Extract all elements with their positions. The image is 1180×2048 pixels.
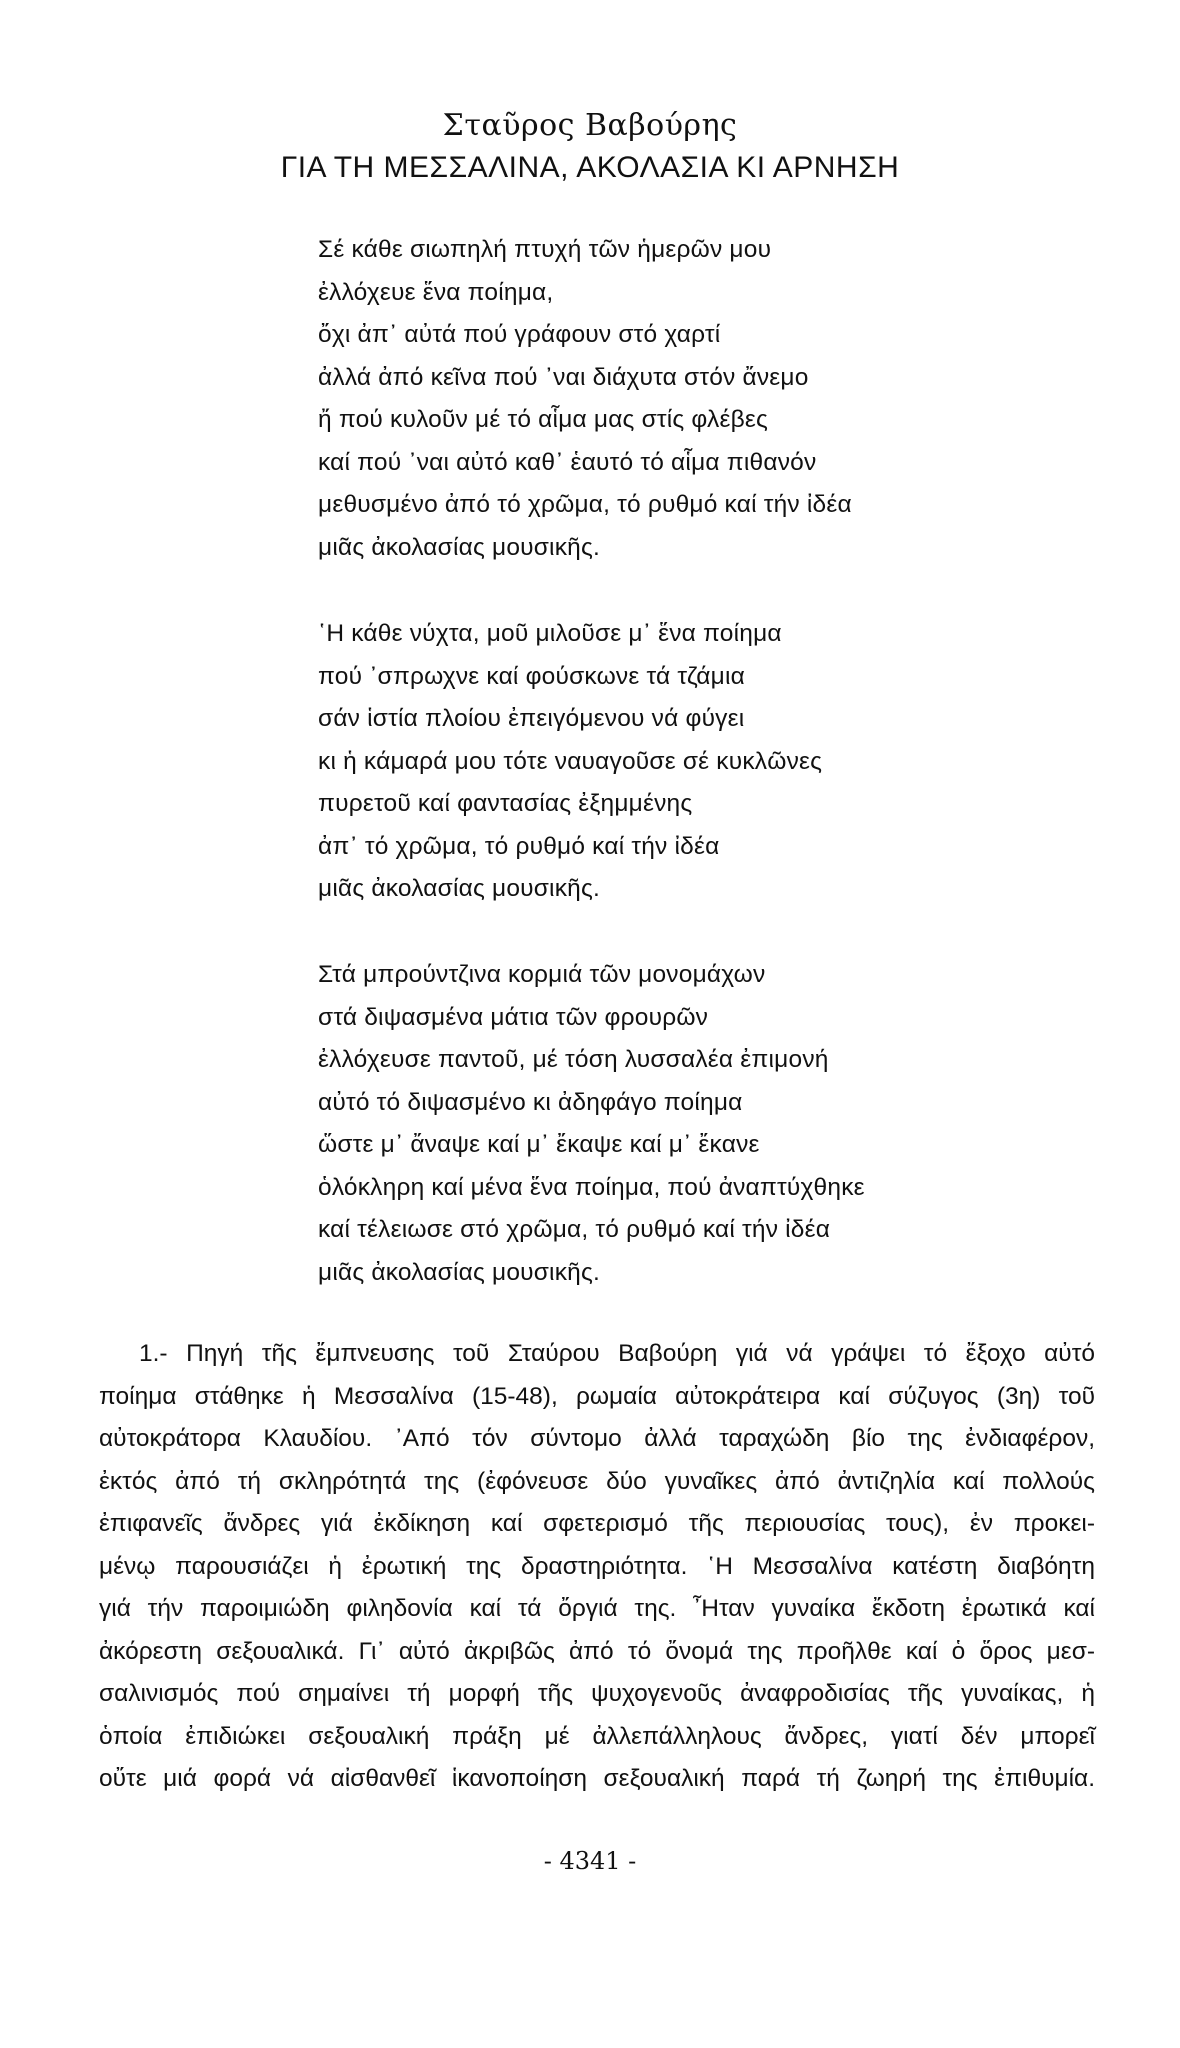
footnote-line: ἐπιφανεῖς ἄνδρες γιά ἐκδίκηση καί σφετερισμό τῆς περιουσίας τους), ἐν προκει- (99, 1510, 1095, 1537)
footnote-line: ποίημα στάθηκε ἡ Μεσσαλίνα (15-48), ρωμαία αὐτοκράτειρα καί σύζυγος (3η) τοῦ (99, 1382, 1095, 1410)
poem-line: μιᾶς ἀκολασίας μουσικῆς. (318, 533, 600, 561)
poem-line: ἀλλά ἀπό κεῖνα πού ᾽ναι διάχυτα στόν ἄνεμο (318, 363, 809, 391)
poem-stanza-3 (318, 954, 1138, 1294)
poem-stanza-2 (318, 613, 1138, 911)
poem-line: καί τέλειωσε στό χρῶμα, τό ρυθμό καί τήν ἰδέα (318, 1216, 831, 1243)
poem-author: Σταῦρος Βαβούρης (442, 108, 738, 143)
poem-line: σάν ἱστία πλοίου ἐπειγόμενου νά φύγει (318, 705, 745, 732)
poem-line: ἤ πού κυλοῦν μέ τό αἷμα μας στίς φλέβες (318, 406, 769, 433)
footnote-line: γιά τήν παροιμιώδη φιληδονία καί τά ὄργιά της. ῏Ηταν γυναίκα ἔκδοτη ἐρωτικά καί (99, 1595, 1095, 1622)
page-number: - 4341 - (543, 1847, 637, 1875)
poem-line: πού ᾽σπρωχνε καί φούσκωνε τά τζάμια (318, 662, 745, 690)
poem-line: κι ἡ κάμαρά μου τότε ναυαγοῦσε σέ κυκλῶνες (318, 747, 823, 775)
footnote-line: σαλινισμός πού σημαίνει τή μορφή τῆς ψυχογενοῦς ἀναφροδισίας τῆς γυναίκας, ἡ (99, 1680, 1095, 1707)
footnote-line: αὐτοκράτορα Κλαυδίου. ᾽Από τόν σύντομο ἀλλά ταραχώδη βίο της ἐνδιαφέρον, (99, 1425, 1095, 1452)
poem-line: ὁλόκληρη καί μένα ἕνα ποίημα, πού ἀναπτύχθηκε (318, 1173, 865, 1201)
footnote-line: ἀκόρεστη σεξουαλικά. Γι᾽ αὐτό ἀκριβῶς ἀπό τό ὄνομά της προῆλθε καί ὁ ὅρος μεσ- (99, 1637, 1095, 1665)
poem-line: ὄχι ἀπ᾽ αὐτά πού γράφουν στό χαρτί (318, 321, 721, 348)
poem-line: μιᾶς ἀκολασίας μουσικῆς. (318, 1258, 600, 1286)
poem-line: πυρετοῦ καί φαντασίας ἐξημμένης (318, 790, 693, 817)
poem-line: αὐτό τό διψασμένο κι ἀδηφάγο ποίημα (318, 1088, 743, 1116)
footnote-line: οὔτε μιά φορά νά αἰσθανθεῖ ἱκανοποίηση σεξουαλική παρά τή ζωηρή της ἐπιθυμία. (99, 1765, 1095, 1792)
poem-line: ἐλλόχευσε παντοῦ, μέ τόση λυσσαλέα ἐπιμονή (318, 1046, 829, 1073)
poem-line: μεθυσμένο ἀπό τό χρῶμα, τό ρυθμό καί τήν ἰδέα (318, 491, 852, 518)
footnote (99, 1333, 1095, 1801)
poem-line: καί πού ᾽ναι αὐτό καθ᾽ ἑαυτό τό αἷμα πιθανόν (318, 448, 817, 476)
poem-line: Στά μπρούντζινα κορμιά τῶν μονομάχων (318, 961, 766, 988)
poem-title: ΓΙΑ ΤΗ ΜΕΣΣΑΛΙΝΑ, ΑΚΟΛΑΣΙΑ ΚΙ ΑΡΝΗΣΗ (280, 151, 900, 184)
poem-line: μιᾶς ἀκολασίας μουσικῆς. (318, 875, 600, 902)
poem-stanza-1 (318, 229, 1138, 569)
poem-line: ἀπ᾽ τό χρῶμα, τό ρυθμό καί τήν ἰδέα (318, 832, 720, 860)
poem-line: Σέ κάθε σιωπηλή πτυχή τῶν ἡμερῶν μου (318, 236, 772, 263)
poem-line: στά διψασμένα μάτια τῶν φρουρῶν (318, 1003, 709, 1031)
footnote-line: ὁποία ἐπιδιώκει σεξουαλική πράξη μέ ἀλλεπάλληλους ἄνδρες, γιατί δέν μπορεῖ (99, 1722, 1095, 1750)
footnote-line: ἐκτός ἀπό τή σκληρότητά της (ἐφόνευσε δύο γυναῖκες ἀπό ἀντιζηλία καί πολλούς (99, 1467, 1095, 1495)
poem-line: ὥστε μ᾽ ἄναψε καί μ᾽ ἔκαψε καί μ᾽ ἔκανε (318, 1131, 760, 1158)
poem-line: ῾Η κάθε νύχτα, μοῦ μιλοῦσε μ᾽ ἕνα ποίημα (318, 620, 782, 647)
footnote-line: μένῳ παρουσιάζει ἡ ἐρωτική της δραστηριότητα. ῾Η Μεσσαλίνα κατέστη διαβόητη (99, 1552, 1095, 1580)
footnote-line: 1.- Πηγή τῆς ἔμπνευσης τοῦ Σταύρου Βαβούρη γιά νά γράψει τό ἔξοχο αὐτό (139, 1340, 1095, 1367)
poem-line: ἐλλόχευε ἕνα ποίημα, (318, 278, 554, 306)
